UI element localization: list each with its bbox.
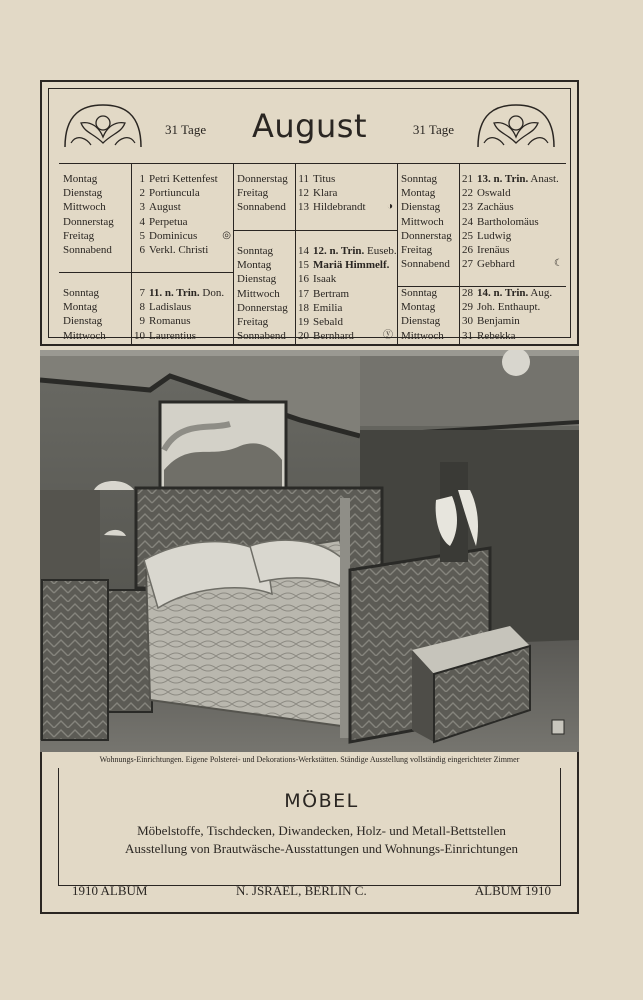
days-count-right: 31 Tage: [412, 122, 454, 137]
saint-column: [291, 172, 393, 215]
weekday-column: [401, 286, 444, 343]
calendar-entry: [455, 172, 563, 186]
day-number: 12: [298, 187, 309, 200]
saint-name: Klara: [313, 187, 338, 200]
weekday-column: [63, 286, 106, 343]
saint-name: Benjamin: [477, 315, 520, 328]
day-number: 20: [298, 330, 309, 343]
grid-divider: [233, 164, 234, 344]
weekday-label: Freitag: [237, 315, 269, 328]
weekday-label: Montag: [237, 259, 272, 272]
photo-caption: Wohnungs-Einrichtungen. Eigene Polsterei- und Dekorations-Werkstätten. Ständige Ausstellung vollständig eingerichteter Zimmer: [99, 755, 520, 764]
saint-name: Petri Kettenfest: [149, 173, 218, 185]
weekday-label: Sonntag: [401, 287, 438, 299]
day-number: 8: [139, 301, 145, 314]
weekday-label: Sonnabend: [237, 330, 286, 343]
calendar-entry: [455, 186, 563, 200]
weekday-label: Dienstag: [63, 187, 103, 200]
weekday-label: Dienstag: [63, 315, 103, 328]
calendar-entry: [291, 287, 393, 301]
calendar-entry: [127, 300, 231, 314]
saint-name: Romanus: [149, 315, 191, 328]
calendar-entry: [127, 200, 231, 214]
day-number: 21: [462, 173, 473, 185]
day-number: 25: [462, 229, 473, 242]
day-number: 22: [462, 187, 473, 200]
calendar-entry: [455, 200, 563, 214]
saint-name: Oswald: [477, 187, 511, 200]
saint-suffix: Euseb.: [364, 245, 397, 257]
grid-divider: [233, 230, 397, 231]
saint-name: August: [149, 201, 181, 214]
calendar-entry: [455, 243, 563, 257]
weekday-label: Sonntag: [237, 245, 274, 257]
weekday-label: Donnerstag: [401, 229, 452, 242]
calendar-entry: [455, 286, 563, 300]
saint-name: Bartholomäus: [477, 215, 539, 228]
weekday-label: Mittwoch: [401, 329, 444, 342]
weekday-label: Mittwoch: [63, 329, 106, 342]
saint-name: Laurentius: [149, 329, 197, 342]
saint-suffix: Don.: [199, 287, 225, 299]
weekday-label: Montag: [401, 187, 436, 200]
calendar-entry: [455, 257, 563, 271]
calendar-entry: [291, 272, 393, 286]
weekday-label: Freitag: [237, 187, 269, 200]
weekday-label: Mittwoch: [237, 287, 280, 300]
moon-phase-icon: ☾: [554, 258, 563, 270]
calendar-entry: [291, 186, 393, 200]
calendar-entry: [455, 329, 563, 343]
weekday-label: Sonnabend: [237, 201, 286, 214]
bedroom-photo: [40, 350, 579, 752]
weekday-label: Montag: [401, 301, 436, 314]
weekday-label: Sonntag: [401, 173, 438, 185]
saint-name: 11. n. Trin.: [149, 287, 200, 299]
saint-name: Joh. Enthaupt.: [477, 301, 541, 314]
calendar-header: [49, 89, 570, 159]
saint-name: 12. n. Trin.: [313, 245, 365, 257]
days-count-left: 31 Tage: [165, 122, 207, 137]
saint-column: [291, 244, 397, 343]
weekday-label: Dienstag: [237, 273, 277, 286]
saint-name: Gebhard: [477, 258, 515, 271]
day-number: 5: [139, 229, 145, 242]
saint-column: [127, 172, 231, 257]
calendar-entry: [291, 315, 393, 329]
moon-phase-icon: ◎: [222, 229, 231, 241]
day-number: 6: [139, 243, 145, 256]
day-number: 9: [139, 315, 145, 328]
day-number: 26: [462, 243, 473, 256]
saint-column: [127, 286, 231, 343]
day-number: 23: [462, 201, 473, 214]
weekday-label: Dienstag: [401, 315, 441, 328]
weekday-label: Donnerstag: [237, 301, 288, 314]
weekday-label: Mittwoch: [401, 215, 444, 228]
saint-name: Bertram: [313, 287, 350, 300]
saint-name: Dominicus: [149, 229, 198, 242]
grid-divider: [59, 272, 233, 273]
day-number: 27: [462, 258, 473, 271]
day-number: 4: [139, 215, 145, 228]
calendar-entry: [127, 314, 231, 328]
day-number: 1: [139, 173, 145, 185]
weekday-label: Freitag: [63, 229, 95, 242]
weekday-column: [237, 244, 288, 343]
calendar-entry: [291, 301, 393, 315]
calendar-entry: [455, 215, 563, 229]
weekday-column: [401, 172, 452, 271]
bedroom-illustration: [40, 350, 579, 752]
weekday-label: Montag: [63, 173, 98, 185]
calendar-entry: [291, 172, 393, 186]
saint-name: Irenäus: [477, 243, 510, 256]
day-number: 2: [139, 187, 145, 200]
calendar-entry: [127, 186, 231, 200]
calendar-entry: [127, 329, 231, 343]
day-number: 28: [462, 287, 473, 299]
day-number: 29: [462, 301, 473, 314]
footer-right: ALBUM 1910: [474, 883, 551, 898]
weekday-label: Sonnabend: [63, 243, 112, 256]
saint-name: Ludwig: [477, 229, 512, 242]
calendar-entry: [127, 229, 231, 243]
calendar-entry: [291, 258, 393, 272]
calendar-entry: [291, 329, 393, 343]
ad-title: MÖBEL: [284, 790, 359, 812]
saint-name: Isaak: [313, 273, 337, 286]
day-number: 7: [139, 287, 145, 299]
weekday-label: Donnerstag: [63, 215, 114, 228]
calendar-entry: [455, 314, 563, 328]
weekday-label: Mittwoch: [63, 201, 106, 214]
saint-column: [455, 286, 563, 343]
grid-divider: [397, 164, 398, 344]
month-title: August: [252, 107, 367, 145]
day-number: 10: [134, 329, 145, 342]
saint-name: Portiuncula: [149, 187, 200, 200]
saint-name: Sebald: [313, 315, 343, 328]
day-number: 14: [298, 245, 309, 257]
saint-name: Mariä Himmelf.: [313, 259, 390, 272]
calendar-entry: [127, 286, 231, 300]
saint-name: 13. n. Trin.: [477, 173, 529, 185]
day-number: 16: [298, 273, 309, 286]
saint-suffix: Anast.: [528, 173, 559, 185]
saint-name: Ladislaus: [149, 301, 192, 314]
ad-line-2: Ausstellung von Brautwäsche-Ausstattungen und Wohnungs-Einrichtungen: [125, 841, 518, 856]
saint-name: Titus: [313, 173, 336, 185]
day-number: 18: [298, 301, 309, 314]
calendar-entry: [455, 300, 563, 314]
saint-name: Verkl. Christi: [149, 243, 209, 256]
saint-name: Bernhard: [313, 330, 354, 343]
day-number: 15: [298, 259, 309, 272]
day-number: 30: [462, 315, 473, 328]
calendar-entry: [127, 172, 231, 186]
ad-line-1: Möbelstoffe, Tischdecken, Diwandecken, Holz- und Metall-Bettstellen: [137, 823, 506, 838]
saint-column: [455, 172, 563, 271]
weekday-label: Freitag: [401, 243, 433, 256]
day-number: 13: [298, 201, 309, 214]
day-number: 3: [139, 201, 145, 214]
weekday-column: [63, 172, 114, 257]
weekday-label: Donnerstag: [237, 173, 288, 185]
weekday-label: Sonnabend: [401, 258, 450, 271]
calendar-frame: [40, 80, 579, 346]
calendar-entry: [291, 200, 393, 214]
saint-name: 14. n. Trin.: [477, 287, 529, 299]
calendar-entry: [127, 243, 231, 257]
day-number: 19: [298, 315, 309, 328]
footer-publisher: N. JSRAEL, BERLIN C.: [236, 883, 367, 898]
saint-name: Emilia: [313, 301, 343, 314]
weekday-label: Montag: [63, 301, 98, 314]
weekday-column: [237, 172, 288, 215]
day-number: 11: [298, 173, 309, 185]
saint-name: Hildebrandt: [313, 201, 366, 214]
flower-ornament-icon: [476, 103, 556, 149]
calendar-grid: [59, 163, 566, 344]
footer-left: 1910 ALBUM: [72, 883, 148, 898]
moon-phase-icon: ⓨ: [383, 330, 393, 342]
saint-name: Perpetua: [149, 215, 188, 228]
saint-name: Rebekka: [477, 329, 516, 342]
calendar-entry: [127, 215, 231, 229]
saint-suffix: Aug.: [528, 287, 553, 299]
day-number: 17: [298, 287, 309, 300]
calendar-inner-border: [48, 88, 571, 343]
calendar-entry: [291, 244, 397, 258]
saint-name: Zachäus: [477, 201, 514, 214]
calendar-entry: [455, 229, 563, 243]
day-number: 24: [462, 215, 473, 228]
weekday-label: Dienstag: [401, 201, 441, 214]
weekday-label: Sonntag: [63, 287, 100, 299]
day-number: 31: [462, 329, 473, 342]
moon-phase-icon: ◑: [386, 201, 393, 213]
